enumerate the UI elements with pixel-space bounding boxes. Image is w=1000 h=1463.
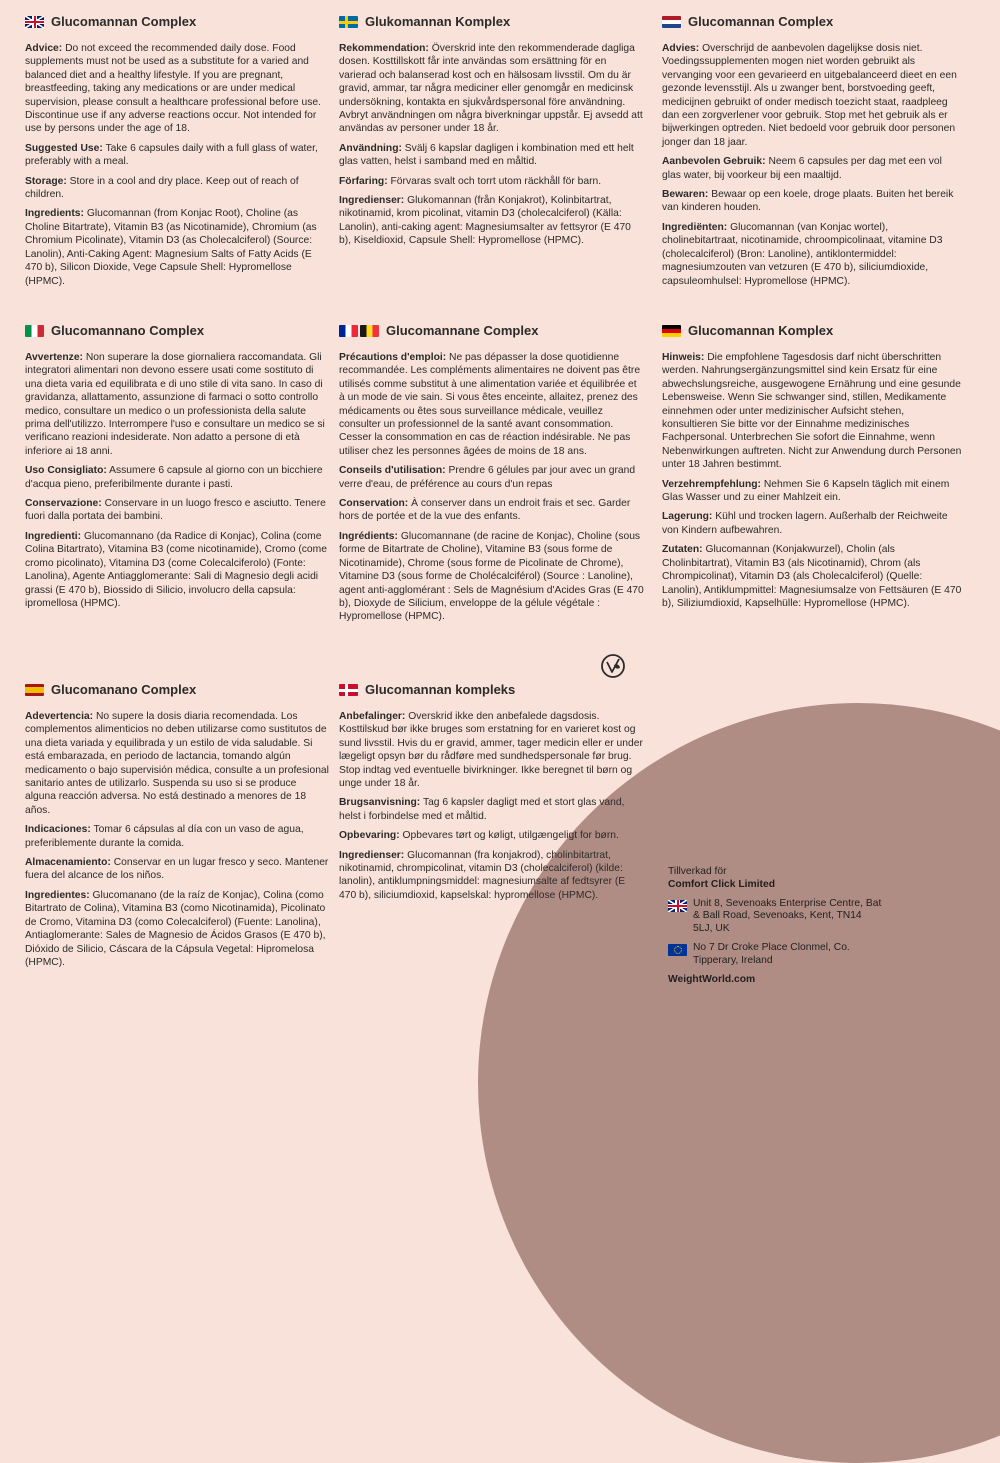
ingredients-paragraph: Ingredienti: Glucomannano (da Radice di Konjac), Colina (come Colina Bitartrato), Vitamina B3 (come nicotinamide), Cromo (come cromo picolinato), Vitamina D3 (come Colecalciferolo) (Fonte: Lanolina), Agente Antiagglomerante: Sali di Magnesio degli acidi grassi (E 470 b), Biossido di Silicio, involucro della capsula: ipromellosa (HPMC). <box>25 530 327 609</box>
uk-flag-icon <box>25 16 44 28</box>
panel-header <box>25 323 330 339</box>
storage-paragraph: Storage: Store in a cool and dry place. Keep out of reach of children. <box>25 175 299 201</box>
panel-title: Glucomannan Complex <box>688 14 834 29</box>
storage-paragraph: Conservation: À conserver dans un endroit frais et sec. Garder hors de portée et de la vue des enfants. <box>339 498 631 523</box>
ie-address-row <box>668 942 883 968</box>
panel-da <box>339 682 644 908</box>
panel-header <box>339 14 644 30</box>
usage-paragraph: Aanbevolen Gebruik: Neem 6 capsules per dag met een vol glas water, bij voorkeur bij een maaltijd. <box>662 156 942 181</box>
denmark-flag-icon <box>339 684 358 696</box>
ingredients-paragraph: Ingredients: Glucomannan (from Konjac Root), Choline (as Choline Bitartrate), Vitamin B3 (as Nicotinamide), Chromium (as Chromium Picolinate), Vitamin D3 (as Cholecalciferol) (Source: Lanolin), Anti-Caking Agent: Magnesium Salts of Fatty Acids (E 470 b), Silicon Dioxide, Vege Capsule Shell: Hypromellose (HPMC). <box>25 208 317 287</box>
uk-flag-icon <box>668 900 687 912</box>
ingredients-paragraph: Zutaten: Glucomannan (Konjakwurzel), Cholin (als Cholinbitartrat), Vitamin B3 (als Nicotinamid), Chrom (als Chrompicolinat), Vitamin D3 (als Cholecalciferol) (Quelle: Lanolin), Antiklumpmittel: Magnesiumsalze von Fettsäuren (E 470 b), Siliziumdioxid, Kapselhülle: Hypromellose (HPMC). <box>662 544 962 609</box>
ingredients-paragraph: Ingredienser: Glukomannan (från Konjakrot), Kolinbitartrat, nikotinamid, krom picolinat, vitamin D3 (cholecalciferol) (Källa: Lanolin), anti-caking agent: Magnesiumsalter av fettsyror (E 470 b), Kiseldioxid, Capsule Shell: Hypromellose (HPMC). <box>339 195 631 247</box>
panel-header <box>25 682 330 698</box>
ie-address: No 7 Dr Croke Place Clonmel, Co. Tipperary, Ireland <box>693 941 850 966</box>
usage-paragraph: Användning: Svälj 6 kapslar dagligen i kombination med ett helt glas vatten, helst i samband med en måltid. <box>339 142 634 168</box>
panel-en <box>25 14 330 294</box>
germany-flag-icon <box>662 325 681 337</box>
ingredients-paragraph: Ingredientes: Glucomanano (de la raíz de Konjac), Colina (como Bitartrato de Colina), Vitamina B3 (como Nicotinamida), Picolinato de Cromo, Vitamina D3 (como Colecalciferol) (Fuente: Lanolina), Antiaglomerante: Sales de Magnesio de Ácidos Grasos (E 470 b), Dióxido de Silicio, Cáscara de la Cápsula Vegetal: Hipromelosa (HPMC). <box>25 889 326 968</box>
advice-paragraph: Précautions d'emploi: Ne pas dépasser la dose quotidienne recommandée. Les compléments alimentaires ne doivent pas être utilisés comme substitut à une alimentation variée et équilibrée et à un mode de vie sain. Si vous êtes enceinte, allaitez, prenez des médicaments ou êtes sous surveillance médicale, veuillez consulter un professionnel de la santé avant consommation. Cesser la consommation en cas de réaction indésirable. Ne pas utiliser chez les personnes âgées de moins de 18 ans. <box>339 352 641 457</box>
storage-paragraph: Opbevaring: Opbevares tørt og køligt, utilgængeligt for børn. <box>339 830 619 842</box>
italy-flag-icon <box>25 325 44 337</box>
website-link[interactable]: WeightWorld.com <box>668 973 756 985</box>
panel-title: Glucomannano Complex <box>51 323 205 338</box>
usage-paragraph: Indicaciones: Tomar 6 cápsulas al día con un vaso de agua, preferiblemente durante la comida. <box>25 824 304 849</box>
advice-paragraph: Avvertenze: Non superare la dose giornaliera raccomandata. Gli integratori alimentari non devono essere usati come sostituto di una dieta varia ed equilibrata e di uno stile di vita sano. In caso di gravidanza, allattamento, assunzione di farmaci o sotto controllo medico, consultare un medico o un professionista della salute prima dell'utilizzo. Interrompere l'uso e consultare un medico se si verificano reazioni indesiderate. Non adatto a persone di età inferiore ai 18 anni. <box>25 352 325 457</box>
usage-paragraph: Brugsanvisning: Tag 6 kapsler dagligt med et stort glas vand, helst i forbindelse med et måltid. <box>339 797 625 822</box>
panel-header <box>662 323 962 339</box>
ingredients-paragraph: Ingrediënten: Glucomannan (van Konjac wortel), cholinebitartraat, nicotinamide, chroompicolinaat, vitamine D3 (cholecalciferol) (Bron: Lanoline), antiklontermiddel: magnesiumzouten van vetzuren (E 470 b), siliciumdioxide, capsuleomhulsel: Hypromellose (HPMC). <box>662 221 943 287</box>
advice-paragraph: Advice: Do not exceed the recommended daily dose. Food supplements must not be used as a substitute for a varied and balanced diet and a healthy lifestyle. If you are pregnant, breastfeeding, taking any medications or are under medical supervision, please consult a healthcare professional before use. Discontinue use if any adverse reactions occur. Not intended for use by persons under the age of 18. <box>25 43 321 135</box>
panel-header <box>339 682 644 698</box>
storage-paragraph: Lagerung: Kühl und trocken lagern. Außerhalb der Reichweite von Kindern aufbewahren. <box>662 511 948 536</box>
vegetarian-capsule-icon <box>600 653 626 679</box>
advice-paragraph: Advies: Overschrijd de aanbevolen dagelijkse dosis niet. Voedingssupplementen mogen niet worden gebruikt als vervanging voor een gevarieerd en uitgebalanceerd dieet en een gezonde levensstijl. Als u zwanger bent, borstvoeding geeft, medicijnen gebruikt of onder medisch toezicht staat, raadpleeg dan een zorgverlener voor gebruik. Stop met het gebruik als er bijwerkingen optreden. Niet bedoeld voor gebruik door personen jonger dan 18 jaar. <box>662 43 957 148</box>
usage-paragraph: Conseils d'utilisation: Prendre 6 gélules par jour avec un grand verre d'eau, de préférence au cours d'un repas <box>339 465 636 490</box>
panel-sv <box>339 14 644 254</box>
panel-title: Glukomannan Komplex <box>365 14 511 29</box>
panel-it <box>25 323 330 616</box>
advice-paragraph: Hinweis: Die empfohlene Tagesdosis darf nicht überschritten werden. Nahrungsergänzungsmittel sind kein Ersatz für eine abwechslungsreiche, ausgewogene Ernährung und eine gesunde Lebensweise. Wenn Sie schwanger sind, stillen, Medikamente einnehmen oder unter medizinischer Aufsicht stehen, konsultieren Sie bitte vor der Einnahme medizinisches Fachpersonal. Unterbrechen Sie sofort die Einnahme, wenn Nebenwirkungen auftreten. Nicht zur Anwendung durch Personen unter 18 Jahren bestimmt. <box>662 352 962 471</box>
panel-nl <box>662 14 962 294</box>
panel-de <box>662 323 962 616</box>
storage-paragraph: Förfaring: Förvaras svalt och torrt utom räckhåll för barn. <box>339 175 602 187</box>
panel-title: Glucomannane Complex <box>386 323 539 338</box>
storage-paragraph: Bewaren: Bewaar op een koele, droge plaats. Buiten het bereik van kinderen houden. <box>662 189 954 214</box>
panel-title: Glucomannan Complex <box>51 14 197 29</box>
panel-fr <box>339 323 644 630</box>
panel-header <box>339 323 644 339</box>
uk-address: Unit 8, Sevenoaks Enterprise Centre, Bat & Ball Road, Sevenoaks, Kent, TN14 5LJ, UK <box>693 897 882 935</box>
storage-paragraph: Conservazione: Conservare in un luogo fresco e asciutto. Tenere fuori dalla portata dei bambini. <box>25 498 326 523</box>
usage-paragraph: Suggested Use: Take 6 capsules daily with a full glass of water, preferably with a meal. <box>25 142 318 168</box>
panel-title: Glucomannan Komplex <box>688 323 834 338</box>
panel-es <box>25 682 330 975</box>
uk-address-row <box>668 898 883 936</box>
usage-paragraph: Verzehrempfehlung: Nehmen Sie 6 Kapseln täglich mit einem Glas Wasser und zu einer Mahlzeit ein. <box>662 478 950 504</box>
france-flag-icon <box>339 325 358 337</box>
belgium-flag-icon <box>360 325 379 337</box>
panel-title: Glucomanano Complex <box>51 682 197 697</box>
sweden-flag-icon <box>339 16 358 28</box>
netherlands-flag-icon <box>662 16 681 28</box>
company-name: Comfort Click Limited <box>668 878 775 890</box>
advice-paragraph: Anbefalinger: Overskrid ikke den anbefalede dagsdosis. Kosttilskud bør ikke bruges som erstatning for en varieret kost og sund livsstil. Hvis du er gravid, ammer, tager medicin eller er under lægeligt opsyn bør du rådføre med sundhedspersonale før brug. Stop indtag ved eventuelle bivirkninger. Ikke beregnet til børn og unge under 18 år. <box>339 711 643 790</box>
advice-paragraph: Rekommendation: Överskrid inte den rekommenderade dagliga dosen. Kosttillskott får inte användas som ersättning för en varierad och balanserad kost och en hälsosam livsstil. Om du är gravid, ammar, tar några mediciner eller genomgår en medicinsk undersökning, kontakta en sjukvårdspersonal före användning. Avbryt användningen om några biverkningar uppstår. Ej avsedd att användas av personer under 18 år. <box>339 43 643 135</box>
panel-title: Glucomannan kompleks <box>365 682 516 697</box>
ingredients-paragraph: Ingredienser: Glucomannan (fra konjakrod), cholinbitartrat, nikotinamid, chrompicolinat, vitamin D3 (cholecalciferol) (kilde: lanolin), antiklumpningsmiddel: magnesiumsalte af fedtsyrer (E 470 b), siliciumdioxid, kapselskal: hypromellose (HPMC). <box>339 849 626 901</box>
panel-header <box>662 14 962 30</box>
manufacturer-info <box>668 866 883 986</box>
made-for-label: Tillverkad för <box>668 866 727 877</box>
ingredients-paragraph: Ingrédients: Glucomannane (de racine de Konjac), Choline (sous forme de Bitartrate de Choline), Vitamine B3 (sous forme de Nicotinamide), Chrome (sous forme de Picolinate de Chrome), Vitamine D3 (sous forme de Cholécalciférol) (Source : Lanoline), agent anti-agglomérant : Sels de Magnésium d'Acides Gras (E 470 b), Dioxyde de Silicium, enveloppe de la gélule végétale : Hypromellose (HPMC). <box>339 530 644 623</box>
panel-header <box>25 14 330 30</box>
eu-flag-icon <box>668 944 687 956</box>
spain-flag-icon <box>25 684 44 696</box>
storage-paragraph: Almacenamiento: Conservar en un lugar fresco y seco. Mantener fuera del alcance de los niños. <box>25 857 329 882</box>
advice-paragraph: Adevertencia: No supere la dosis diaria recomendada. Los complementos alimenticios no deben utilizarse como sustitutos de una dieta variada y equilibrada y un estilo de vida saludable. Si está embarazada, en periodo de lactancia, tomando algún medicamento o bajo supervisión médica, consulte a un profesional sanitario antes de utilizarlo. Suspenda su uso si se produce alguna reacción adversa. No está destinado a menores de 18 años. <box>25 711 329 816</box>
usage-paragraph: Uso Consigliato: Assumere 6 capsule al giorno con un bicchiere d'acqua pieno, preferibilmente durante i pasti. <box>25 465 323 490</box>
